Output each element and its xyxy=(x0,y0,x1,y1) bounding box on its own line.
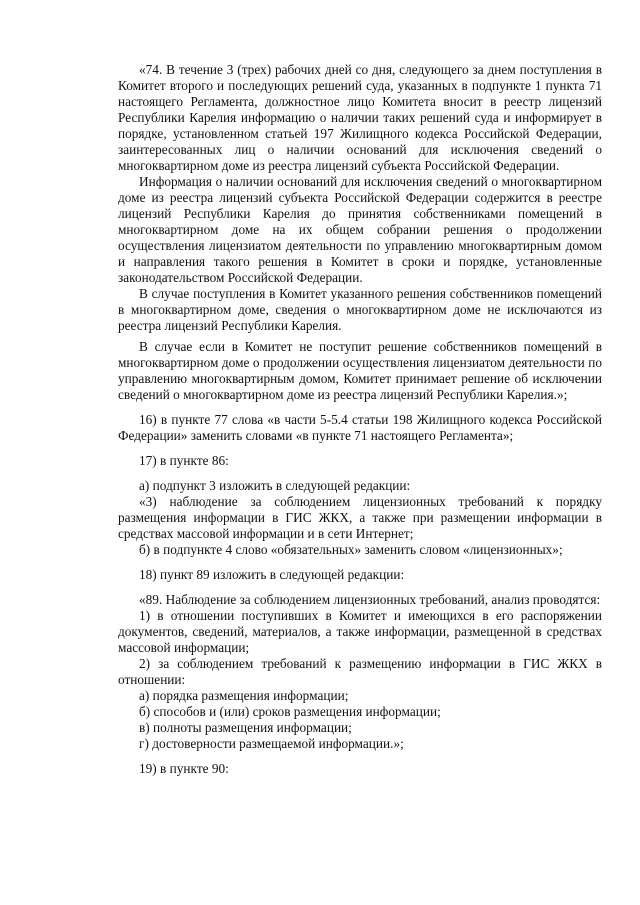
subitem-17a: а) подпункт 3 изложить в следующей редакции: xyxy=(139,478,411,493)
paragraph-decision-not-received: В случае если в Комитет не поступит решение собственников помещений в многоквартирном доме о продолжении осуществления лицензиатом деятельности по управлению многоквартирным домом, Комитет принимает решение об исключении сведений о многоквартирном доме из реестра лицензий Республики Карелия.»; xyxy=(118,339,602,402)
paragraph-89-2c: в) полноты размещения информации; xyxy=(139,720,352,735)
paragraph-89-1: 1) в отношении поступивших в Комитет и имеющихся в его распоряжении документов, сведений, материалов, а также информации, размещенной в средствах массовой информации; xyxy=(118,608,602,655)
paragraph-89-2b: б) способов и (или) сроков размещения информации; xyxy=(139,704,441,719)
paragraph-89: «89. Наблюдение за соблюдением лицензионных требований, анализ проводятся: xyxy=(139,592,601,607)
paragraph-decision-received: В случае поступления в Комитет указанного решения собственников помещений в многоквартирном доме, сведения о многоквартирном доме не исключаются из реестра лицензий Республики Карелия. xyxy=(118,286,602,333)
subitem-17b: б) в подпункте 4 слово «обязательных» заменить словом «лицензионных»; xyxy=(139,542,563,557)
item-17: 17) в пункте 86: xyxy=(139,453,229,468)
paragraph-information: Информация о наличии оснований для исключения сведений о многоквартирном доме из реестра лицензий субъекта Российской Федерации содержится в реестре лицензий Республики Карелия до принятия собственниками помещений в многоквартирном доме на их общем собрании решения о продолжении осуществления лицензиатом деятельности по управлению многоквартирным домом и направления такого решения в Комитет в сроки и порядке, установленные законодательством Российской Федерации. xyxy=(118,174,602,285)
item-16: 16) в пункте 77 слова «в части 5-5.4 статьи 198 Жилищного кодекса Российской Федерации» заменить словами «в пункте 71 настоящего Регламента»; xyxy=(118,412,602,443)
paragraph-89-2: 2) за соблюдением требований к размещению информации в ГИС ЖКХ в отношении: xyxy=(118,656,602,687)
paragraph-89-2d: г) достоверности размещаемой информации.»; xyxy=(139,736,404,751)
item-19: 19) в пункте 90: xyxy=(139,761,229,776)
paragraph-74: «74. В течение 3 (трех) рабочих дней со дня, следующего за днем поступления в Комитет второго и последующих решений суда, указанных в подпункте 1 пункта 71 настоящего Регламента, должностное лицо Комитета вносит в реестр лицензий Республики Карелия информацию о наличии таких решений суда и информирует в порядке, установленном статьей 197 Жилищного кодекса Российской Федерации, заинтересованных лиц о наличии оснований для исключения сведений о многоквартирном доме из реестра лицензий субъекта Российской Федерации. xyxy=(118,62,602,173)
subitem-17a-text: «3) наблюдение за соблюдением лицензионных требований к порядку размещения информации в ГИС ЖКХ, а также при размещении информации в средствах массовой информации и в сети Интернет; xyxy=(118,494,602,541)
document-body xyxy=(118,62,602,777)
item-18: 18) пункт 89 изложить в следующей редакции: xyxy=(139,567,405,582)
paragraph-89-2a: а) порядка размещения информации; xyxy=(139,688,349,703)
